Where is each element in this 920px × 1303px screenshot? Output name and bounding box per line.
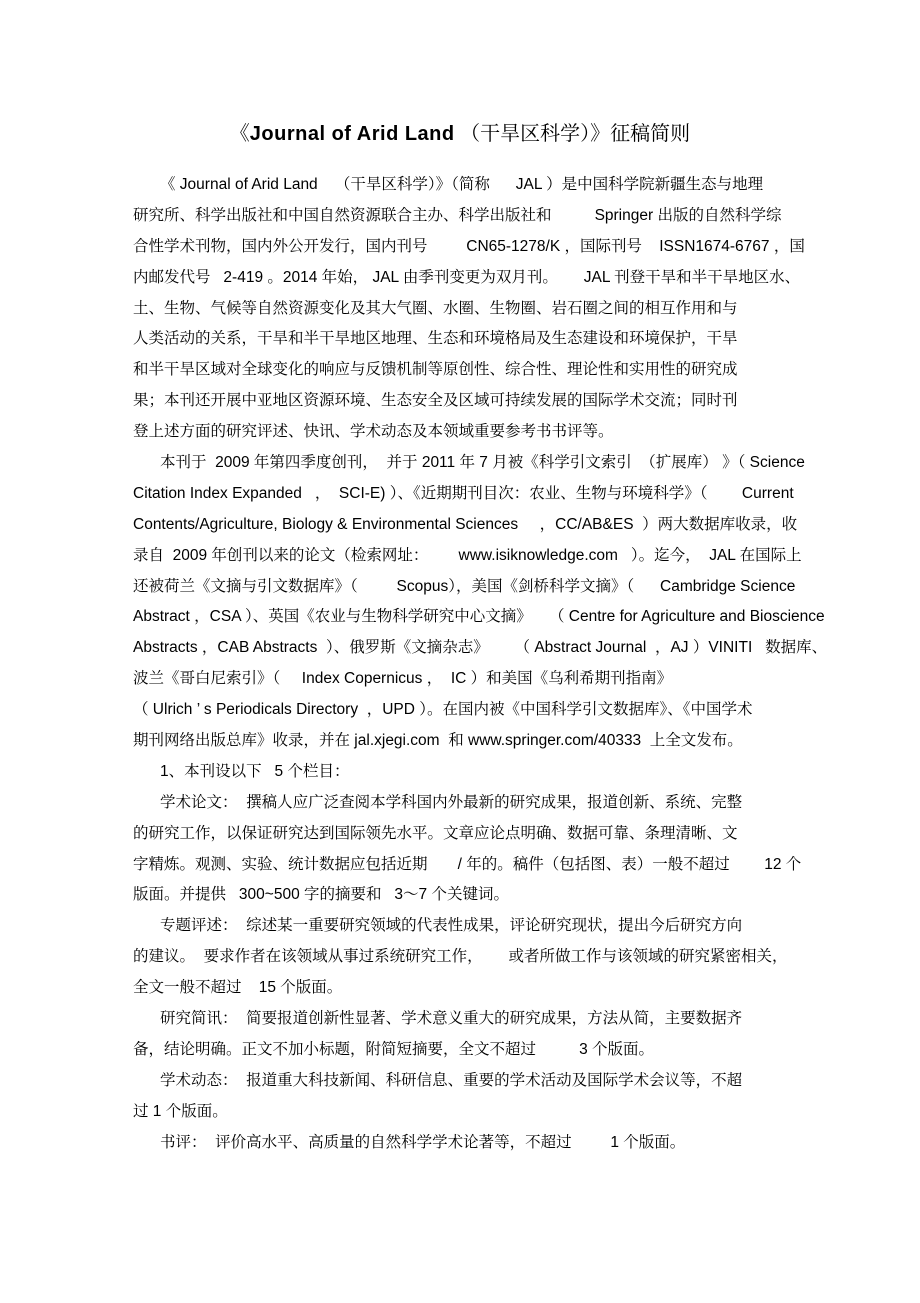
text-line: 全文一般不超过 15 个版面。: [133, 979, 343, 997]
title-open-quote: 《: [229, 123, 250, 145]
text-line: （ Ulrich ’ s Periodicals Directory ，UPD ）。在国内被《中国科学引文数据库》、《中国学术: [133, 701, 753, 719]
text-line: 果；本刊还开展中亚地区资源环境、生态安全及区域可持续发展的国际学术交流；同时刊: [133, 392, 738, 410]
document-body: [133, 170, 833, 1159]
title-rest: （干旱区科学）》征稿简则: [454, 123, 691, 145]
text-line: 研究简讯： 简要报道创新性显著、学术意义重大的研究成果，方法从简，主要数据齐: [160, 1010, 743, 1028]
text-line: 登上述方面的研究评述、快讯、学术动态及本领域重要参考书书评等。: [133, 423, 614, 441]
text-line: 和半干旱区域对全球变化的响应与反馈机制等原创性、综合性、理论性和实用性的研究成: [133, 361, 738, 379]
text-line: 版面。并提供 300~500 字的摘要和 3～7 个关键词。: [133, 886, 509, 904]
journal-name: Journal of Arid Land: [249, 123, 455, 145]
document-title: [0, 121, 920, 147]
text-line: 合性学术刊物，国内外公开发行，国内刊号 CN65-1278/K ，国际刊号 ISSN1674-6767 ，国: [133, 237, 805, 255]
text-line: 备，结论明确。正文不加小标题，附简短摘要，全文不超过 3 个版面。: [133, 1040, 654, 1058]
text-line: 本刊于 2009 年第四季度创刊， 并于 2011 年 7 月被《科学引文索引 （扩展库） 》（ Science: [160, 454, 805, 472]
text-line: 内邮发代号 2-419 。2014 年始， JAL 由季刊变更为双月刊。 JAL 刊登干旱和半干旱地区水、: [133, 268, 801, 286]
text-line: 研究所、科学出版社和中国自然资源联合主办、科学出版社和 Springer 出版的自然科学综: [133, 206, 782, 224]
text-line: Contents/Agriculture, Biology & Environmental Sciences ，CC/AB&ES ）两大数据库收录，收: [133, 515, 798, 533]
text-line: 字精炼。观测、实验、统计数据应包括近期 / 年的。稿件（包括图、表）一般不超过 12 个: [133, 855, 802, 873]
text-line: 1、本刊设以下 5 个栏目：: [160, 762, 350, 780]
text-line: 学术论文： 撰稿人应广泛查阅本学科国内外最新的研究成果，报道创新、系统、完整: [160, 793, 743, 811]
text-line: 的建议。 要求作者在该领域从事过系统研究工作， 或者所做工作与该领域的研究紧密相关，: [133, 948, 788, 966]
text-line: 书评： 评价高水平、高质量的自然科学学术论著等，不超过 1 个版面。: [160, 1133, 686, 1151]
text-line: 期刊网络出版总库》收录，并在 jal.xjegi.com 和 www.springer.com/40333 上全文发布。: [133, 732, 743, 750]
text-line: 录自 2009 年创刊以来的论文（检索网址： www.isiknowledge.com ）。迄今， JAL 在国际上: [133, 546, 802, 564]
text-line: Abstracts ，CAB Abstracts ）、俄罗斯《文摘杂志》 （ Abstract Journal ，AJ ）VINITI 数据库、: [133, 639, 828, 657]
text-line: 的研究工作，以保证研究达到国际领先水平。文章应论点明确、数据可靠、条理清晰、文: [133, 824, 738, 842]
text-line: 专题评述： 综述某一重要研究领域的代表性成果，评论研究现状，提出今后研究方向: [160, 917, 743, 935]
text-line: 波兰《哥白尼索引》（ Index Copernicus ， IC ）和美国《乌利希期刊指南》: [133, 670, 673, 688]
text-line: Citation Index Expanded ， SCI-E) ）、《近期期刊目次：农业、生物与环境科学》（ Current: [133, 484, 794, 502]
text-line: 《 Journal of Arid Land （干旱区科学）》（简称 JAL ）是中国科学院新疆生态与地理: [160, 176, 764, 193]
text-line: 学术动态： 报道重大科技新闻、科研信息、重要的学术活动及国际学术会议等，不超: [160, 1071, 743, 1089]
text-line: 过 1 个版面。: [133, 1102, 228, 1120]
text-line: 土、生物、气候等自然资源变化及其大气圈、水圈、生物圈、岩石圈之间的相互作用和与: [133, 299, 738, 317]
text-line: 人类活动的关系，干旱和半干旱地区地理、生态和环境格局及生态建设和环境保护，干旱: [133, 330, 738, 348]
text-line: 还被荷兰《文摘与引文数据库》（ Scopus），美国《剑桥科学文摘》（ Cambridge Science: [133, 577, 796, 595]
text-line: Abstract ，CSA ）、英国《农业与生物科学研究中心文摘》 （ Centre for Agriculture and Bioscience: [133, 608, 825, 626]
